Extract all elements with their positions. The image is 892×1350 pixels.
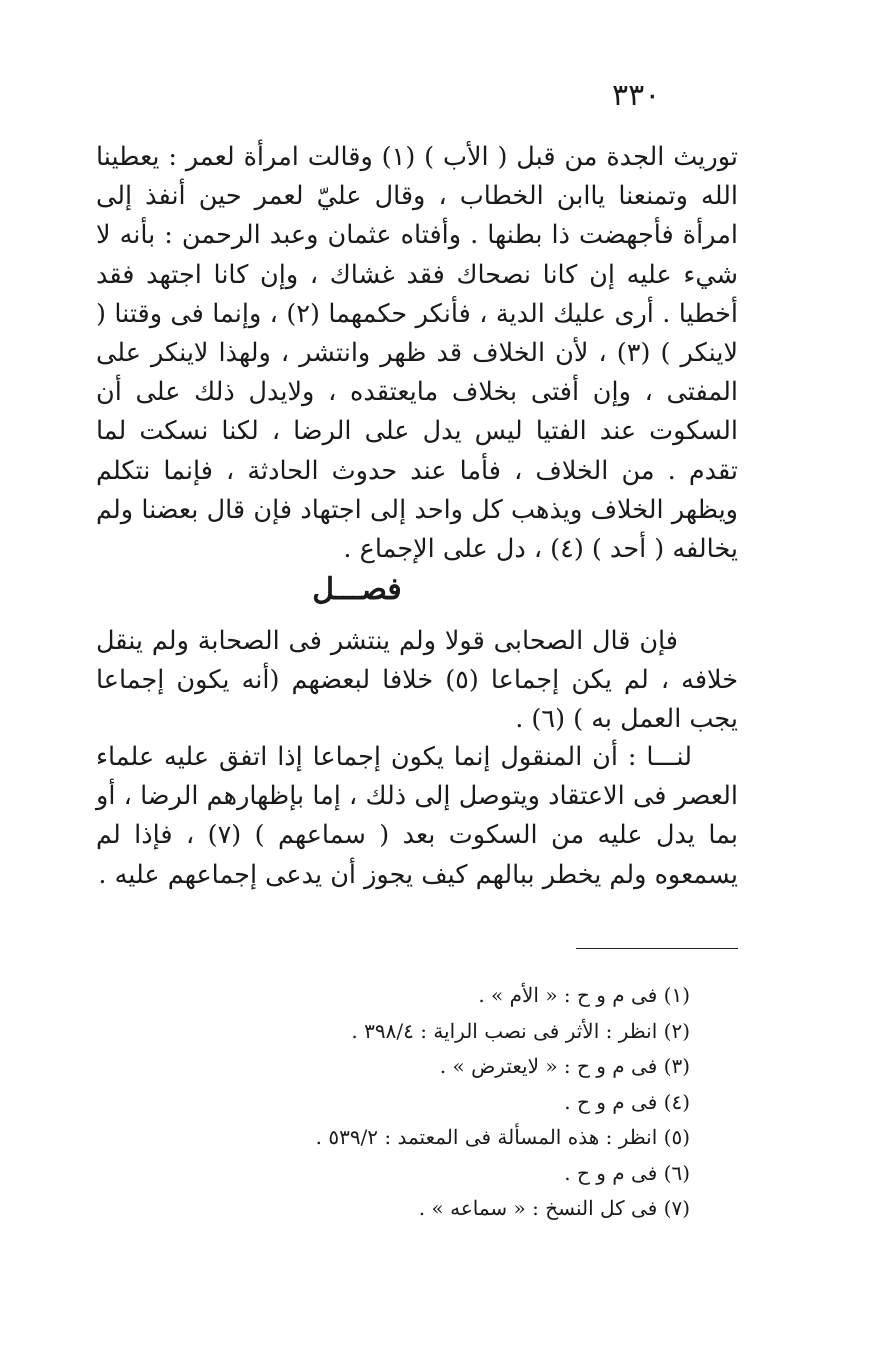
footnotes-list xyxy=(96,978,738,1227)
footnote-item: (٢) انظر : الأثر فى نصب الراية : ٣٩٨/٤ . xyxy=(351,1018,690,1043)
page-number: ٣٣٠ xyxy=(612,78,661,113)
main-text-paragraph-1 xyxy=(96,138,738,569)
footnote-item: (٦) فى م و ح . xyxy=(564,1160,690,1185)
footnote-item: (٥) انظر : هذه المسألة فى المعتمد : ٥٣٩/٢ . xyxy=(315,1125,690,1149)
paragraph-text: فإن قال الصحابى قولا ولم ينتشر فى الصحابة ولم ينقل خلافه ، لم يكن إجماعا (٥) خلافا لبعضهم (أنه يكون إجماعا يجب العمل به ) (٦) . xyxy=(96,626,738,735)
main-text-paragraph-3 xyxy=(96,738,738,895)
footnote-item: (٣) فى م و ح : « لايعترض » . xyxy=(439,1054,690,1078)
footnote-item: (٤) فى م و ح . xyxy=(564,1089,690,1114)
paragraph-text: لنـــا : أن المنقول إنما يكون إجماعا إذا اتفق عليه علماء العصر فى الاعتقاد ويتوصل إلى ذلك ، إما بإظهارهم الرضا ، أو بما يدل عليه من السكوت بعد ( سماعهم ) (٧) ، فإذا لم يسمعوه ولم يخطر ببالهم كيف يجوز أن يدعى إجماعهم عليه . xyxy=(96,742,738,890)
footnote-item: (٧) فى كل النسخ : « سماعه » . xyxy=(418,1196,690,1220)
section-heading-text: فصـــل xyxy=(312,572,402,607)
paragraph-text: توريث الجدة من قبل ( الأب ) (١) وقالت امرأة لعمر : يعطينا الله وتمنعنا ياابن الخطاب ، وقال عليّ لعمر حين أنفذ إلى امرأة فأجهضت ذا بطنها . وأفتاه عثمان وعبد الرحمن : بأنه لا شيء عليه إن كانا نصحاك فقد غشاك ، وإن كانا اجتهد فقد أخطيا . أرى عليك الدية ، فأنكر حكمهما (٢) ، وإنما فى وقتنا ( لاينكر ) (٣) ، لأن الخلاف قد ظهر وانتشر ، ولهذا لاينكر على المفتى ، وإن أفتى بخلاف مايعتقده ، ولايدل ذلك على أن السكوت عند الفتيا ليس يدل على الرضا ، لكنا نسكت لما تقدم . من الخلاف ، فأما عند حدوث الحادثة ، فإنما نتكلم ويظهر الخلاف ويذهب كل واحد إلى اجتهاد فإن قال بعضنا ولم يخالفه ( أحد ) (٤) ، دل على الإجماع . xyxy=(96,142,738,565)
footnote-separator xyxy=(576,948,738,949)
main-text-paragraph-2 xyxy=(96,622,738,740)
section-heading xyxy=(96,570,738,610)
footnote-item: (١) فى م و ح : « الأم » . xyxy=(478,983,690,1007)
